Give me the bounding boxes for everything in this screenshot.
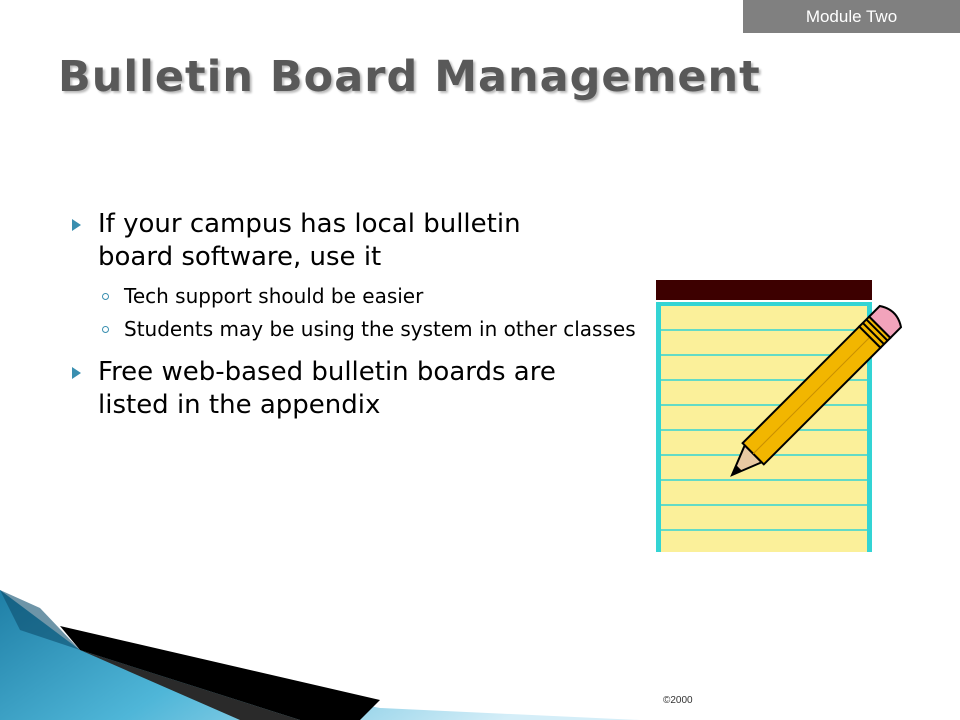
notepad-pencil-illustration: [640, 270, 930, 560]
slide-title: Bulletin Board Management: [58, 52, 761, 102]
triangle-arrow-icon: [72, 367, 81, 379]
bullet-item: [72, 356, 568, 422]
footer-swoosh-graphic: [0, 590, 640, 720]
triangle-arrow-icon: [72, 219, 81, 231]
sub-bullet-text: Tech support should be easier: [124, 284, 424, 308]
hollow-circle-icon: [102, 326, 109, 333]
notepad-icon: [656, 280, 872, 552]
copyright-text: ©2000: [663, 695, 693, 706]
sub-bullet-item: [72, 284, 644, 309]
hollow-circle-icon: [102, 293, 109, 300]
bullet-text: Free web-based bulletin boards are listed in the appendix: [98, 357, 556, 420]
bullet-item: [72, 208, 568, 274]
sub-bullet-item: [72, 317, 644, 342]
bullet-text: If your campus has local bulletin board software, use it: [98, 209, 521, 272]
module-tag: Module Two: [743, 0, 960, 33]
sub-bullet-text: Students may be using the system in other classes: [124, 317, 636, 341]
bullet-list: [72, 208, 652, 422]
